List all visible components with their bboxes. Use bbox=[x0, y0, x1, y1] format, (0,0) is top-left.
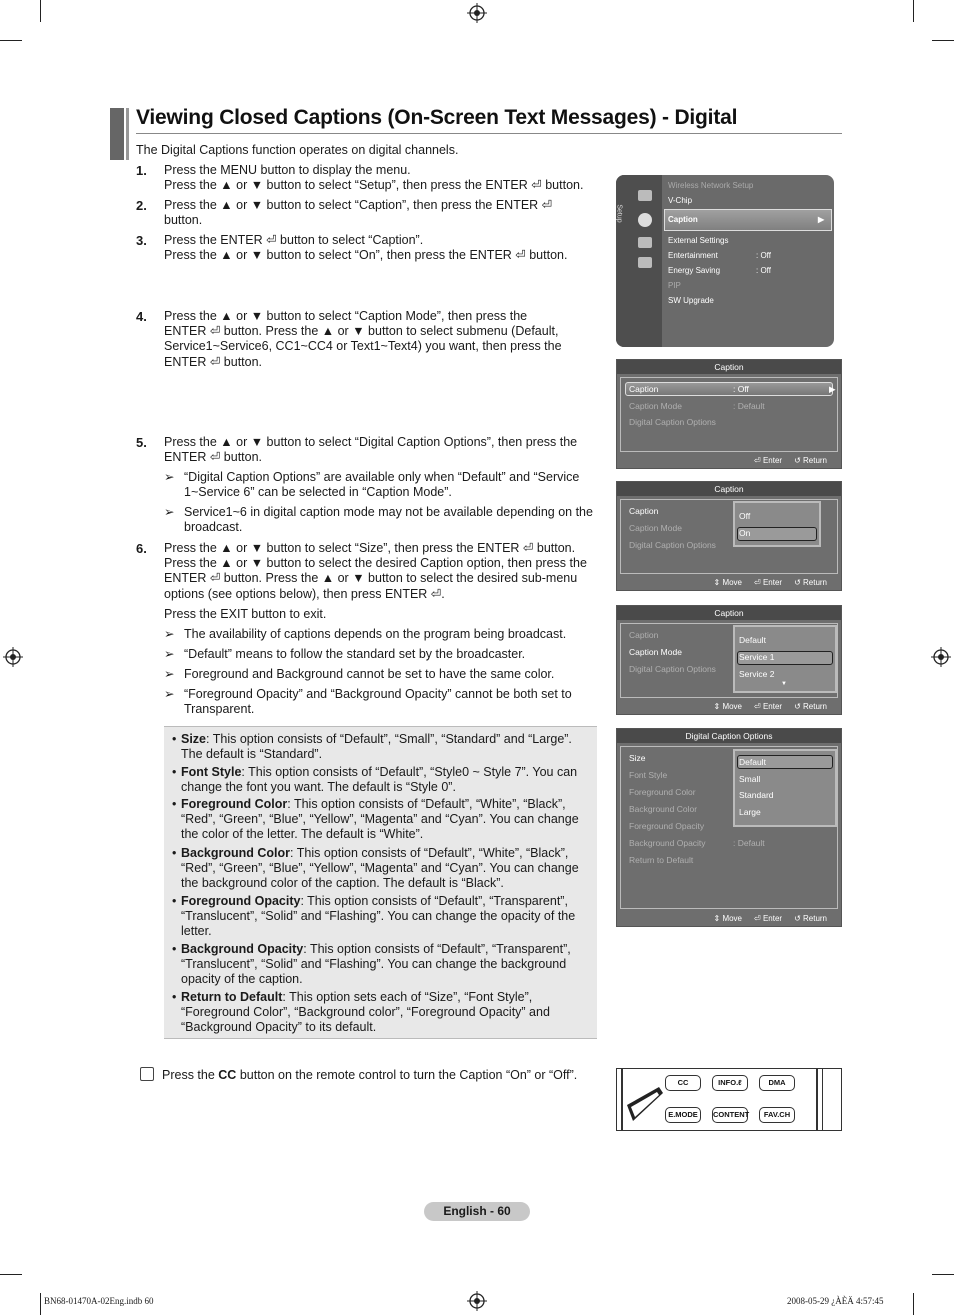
osd-header: Digital Caption Options bbox=[617, 729, 841, 743]
note-text: Foreground and Background cannot be set to have the same color. bbox=[184, 667, 555, 681]
title-accent-bar bbox=[110, 108, 124, 160]
scroll-down-icon[interactable]: ▼ bbox=[781, 681, 787, 687]
note-arrow-icon: ➢ bbox=[164, 647, 175, 661]
popup-option[interactable]: Standard bbox=[739, 790, 774, 800]
step-number: 2. bbox=[136, 198, 147, 213]
note-text: “Foreground Opacity” and “Background Opacity” cannot be both set to Transparent. bbox=[184, 687, 572, 717]
option-text: : This option sets each of “Size”, “Font Style”, “Foreground Color”, “Background color”, “Foreground Opacity” and “Background Opacity” to its default. bbox=[181, 990, 550, 1035]
osd-item[interactable]: Caption bbox=[629, 506, 659, 516]
note-arrow-icon: ➢ bbox=[164, 667, 175, 681]
osd-footer: ⇕ Move ⏎ Enter ↺ Return bbox=[713, 578, 827, 587]
setup-item[interactable]: Energy Saving : Off bbox=[668, 266, 771, 275]
dma-button[interactable]: DMA bbox=[759, 1075, 795, 1091]
setup-side-label: Setup bbox=[616, 204, 623, 223]
osd-popup bbox=[733, 501, 821, 547]
note-text: The availability of captions depends on the program being broadcast. bbox=[184, 627, 567, 641]
popup-option[interactable]: Default bbox=[739, 757, 766, 767]
input-icon bbox=[638, 237, 652, 248]
osd-item[interactable]: Caption Mode : Default bbox=[629, 401, 765, 411]
step-line: button. bbox=[164, 213, 203, 228]
popup-option[interactable]: On bbox=[739, 528, 751, 538]
option-name: Background Color bbox=[181, 846, 291, 860]
step-line: ENTER ⏎ button. bbox=[164, 354, 263, 369]
remote-tip: Press the CC button on the remote control to turn the Caption “On” or “Off”. bbox=[140, 1067, 577, 1082]
osd-header: Caption bbox=[617, 606, 841, 620]
step-line: ENTER ⏎ button. Press the ▲ or ▼ button to select the desired sub-menu bbox=[164, 571, 578, 586]
note-arrow-icon: ➢ bbox=[164, 470, 175, 484]
caption-osd-1 bbox=[616, 359, 842, 469]
crop-mark bbox=[0, 1274, 22, 1275]
osd-footer: ⏎ Enter ↺ Return bbox=[754, 456, 827, 465]
options-box: • Size: This option consists of “Default”, “Small”, “Standard” and “Large”. The default is “Standard”. • Font Style: This option consists of “Default”, “Style0 ~ Style 7”. You can change the font you want. The default is “Style 0”. • Foreground Color: This option consists of “Default”, “White”, “Black”, “Red”, “Green”, “Blue”, “Yellow”, “Magenta” and “Cyan”. You can change the color of the letter. The default is “White”. • Background Color: This option consists of “Default”, “White”, “Black”, “Red”, “Green”, “Blue”, “Yellow”, “Magenta” and “Cyan”. You can change the background color of the caption. The default is “Black”. • Foreground Opacity: This option consists of “Default”, “Transparent”, “Translucent”, “Solid” and “Flashing”. You can change the opacity of the letter. • Background Opacity: This option consists of “Default”, “Transparent”, “Translucent”, “Solid” and “Flashing”. You can change the background opacity of the caption. • Return to Default: This option sets each of “Size”, “Font Style”, “Foreground Color”, “Background color”, “Foreground Opacity” and “Background Opacity” to its default. bbox=[164, 726, 597, 1039]
osd-header: Caption bbox=[617, 360, 841, 374]
step-number: 5. bbox=[136, 435, 147, 450]
osd-item[interactable]: Caption bbox=[629, 630, 659, 640]
page-title: Viewing Closed Captions (On-Screen Text Messages) - Digital bbox=[136, 106, 738, 129]
osd-item[interactable]: Foreground Color bbox=[629, 787, 696, 797]
osd-item[interactable]: Digital Caption Options bbox=[629, 540, 716, 550]
title-accent-bar bbox=[126, 108, 129, 160]
option-name: Foreground Opacity bbox=[181, 894, 301, 908]
intro-text: The Digital Captions function operates on digital channels. bbox=[136, 143, 459, 157]
option-text: : This option consists of “Default”, “Small”, “Standard” and “Large”. The default is “Standard”. bbox=[181, 732, 572, 762]
option-name: Font Style bbox=[181, 765, 242, 779]
title-divider bbox=[136, 133, 842, 134]
setup-item-caption[interactable]: Caption ▶ bbox=[668, 215, 825, 224]
step-number: 4. bbox=[136, 309, 147, 324]
option-text: : This option consists of “Default”, “White”, “Black”, “Red”, “Green”, “Blue”, “Yellow”, “Magenta” and “Cyan”. You can change the background color of the caption. The default is “Black”. bbox=[181, 846, 579, 891]
note-arrow-icon: ➢ bbox=[164, 505, 175, 519]
step-line: Press the ▲ or ▼ button to select “Setup”, then press the ENTER ⏎ button. bbox=[164, 178, 584, 193]
option-text: : This option consists of “Default”, “Style0 ~ Style 7”. You can change the font you want. The default is “Style 0”. bbox=[181, 765, 578, 795]
osd-item[interactable]: Caption Mode bbox=[629, 647, 682, 657]
page-number: English - 60 bbox=[424, 1202, 530, 1221]
option-name: Return to Default bbox=[181, 990, 283, 1004]
osd-item[interactable]: Size bbox=[629, 753, 646, 763]
popup-option[interactable]: Small bbox=[739, 774, 761, 784]
option-text: : This option consists of “Default”, “White”, “Black”, “Red”, “Green”, “Blue”, “Yellow”, “Magenta” and “Cyan”. You can change the color of the letter. The default is “White”. bbox=[181, 797, 579, 842]
option-name: Foreground Color bbox=[181, 797, 288, 811]
popup-option[interactable]: Service 1 bbox=[739, 652, 775, 662]
digital-caption-osd bbox=[616, 728, 842, 927]
step-line: Press the ▲ or ▼ button to select “Caption”, then press the ENTER ⏎ bbox=[164, 198, 553, 212]
registration-mark-icon bbox=[467, 1291, 487, 1311]
note-text: Service1~6 in digital caption mode may not be available depending on the broadcast. bbox=[184, 505, 593, 535]
step-number: 6. bbox=[136, 541, 147, 556]
crop-mark bbox=[913, 0, 914, 22]
setup-menu-osd bbox=[616, 175, 834, 347]
option-name: Background Opacity bbox=[181, 942, 304, 956]
crop-mark bbox=[40, 0, 41, 22]
slug-right: 2008-05-29 ¿ÀÈÄ 4:57:45 bbox=[787, 1296, 884, 1306]
osd-item[interactable]: Digital Caption Options bbox=[629, 664, 716, 674]
step-line: Service1~Service6, CC1~CC4 or Text1~Text4) you want, then press the bbox=[164, 339, 562, 354]
crop-mark bbox=[40, 1293, 41, 1315]
popup-option[interactable]: Off bbox=[739, 511, 751, 521]
popup-option[interactable]: Service 2 bbox=[739, 669, 775, 679]
step-line: Press the MENU button to display the menu. bbox=[164, 163, 411, 177]
osd-item[interactable]: Digital Caption Options bbox=[629, 417, 716, 427]
step-number: 1. bbox=[136, 163, 147, 178]
emode-button[interactable]: E.MODE bbox=[665, 1107, 701, 1123]
step-line: ENTER ⏎ button. Press the ▲ or ▼ button to select submenu (Default, bbox=[164, 324, 559, 339]
step-line: Press the ▲ or ▼ button to select “Size”, then press the ENTER ⏎ button. bbox=[164, 541, 576, 555]
content-button[interactable]: CONTENT bbox=[712, 1107, 748, 1123]
crop-mark bbox=[932, 40, 954, 41]
setup-item[interactable]: External Settings bbox=[668, 236, 729, 245]
registration-mark-icon bbox=[931, 647, 951, 667]
osd-item[interactable]: Background Opacity : Default bbox=[629, 838, 765, 848]
picture-icon bbox=[638, 190, 652, 201]
crop-mark bbox=[0, 40, 22, 41]
osd-item[interactable]: Return to Default bbox=[629, 855, 694, 865]
note-icon bbox=[140, 1067, 154, 1081]
registration-mark-icon bbox=[3, 647, 23, 667]
osd-popup bbox=[733, 749, 837, 827]
osd-header: Caption bbox=[617, 482, 841, 496]
osd-item-caption[interactable]: Caption : Off ▶ bbox=[629, 384, 836, 394]
note-arrow-icon: ➢ bbox=[164, 627, 175, 641]
setup-item[interactable]: PIP bbox=[668, 281, 681, 290]
osd-item[interactable]: Foreground Opacity bbox=[629, 821, 705, 831]
osd-item[interactable]: Font Style bbox=[629, 770, 668, 780]
osd-popup bbox=[733, 625, 837, 693]
note-text: “Default” means to follow the standard set by the broadcaster. bbox=[184, 647, 526, 661]
remote-edge bbox=[621, 1069, 623, 1130]
slug-left: BN68-01470A-02Eng.indb 60 bbox=[44, 1296, 154, 1306]
crop-mark bbox=[932, 1274, 954, 1275]
step-number: 3. bbox=[136, 233, 147, 248]
pointing-hand-icon bbox=[625, 1083, 665, 1123]
caption-osd-2 bbox=[616, 481, 842, 591]
favch-button[interactable]: FAV.CH bbox=[759, 1107, 795, 1123]
gear-icon bbox=[638, 213, 652, 227]
osd-item[interactable]: Background Color bbox=[629, 804, 698, 814]
osd-item[interactable]: Caption Mode bbox=[629, 523, 682, 533]
remote-edge bbox=[816, 1069, 818, 1130]
popup-option[interactable]: Default bbox=[739, 635, 766, 645]
setup-item[interactable]: Wireless Network Setup bbox=[668, 181, 754, 190]
crop-mark bbox=[913, 1293, 914, 1315]
option-text: : This option consists of “Default”, “Transparent”, “Translucent”, “Solid” and “Flashing”. You can change the opacity of the letter. bbox=[181, 894, 576, 939]
registration-mark-icon bbox=[467, 3, 487, 23]
caption-osd-3 bbox=[616, 605, 842, 715]
popup-option[interactable]: Large bbox=[739, 807, 761, 817]
option-text: : This option consists of “Default”, “Transparent”, “Translucent”, “Solid” and “Flashing”. You can change the background opacity of the caption. bbox=[181, 942, 571, 987]
setup-item[interactable]: Entertainment : Off bbox=[668, 251, 771, 260]
exit-text: Press the EXIT button to exit. bbox=[164, 607, 327, 621]
osd-footer: ⇕ Move ⏎ Enter ↺ Return bbox=[713, 914, 827, 923]
step-line: Press the ▲ or ▼ button to select “On”, then press the ENTER ⏎ button. bbox=[164, 248, 568, 263]
setup-item[interactable]: SW Upgrade bbox=[668, 296, 714, 305]
info-button[interactable]: INFO.ℓ bbox=[712, 1075, 748, 1091]
step-line: options (see options below), then press ENTER ⏎. bbox=[164, 586, 445, 601]
step-line: Press the ▲ or ▼ button to select “Caption Mode”, then press the bbox=[164, 309, 528, 323]
application-icon bbox=[638, 257, 652, 268]
note-arrow-icon: ➢ bbox=[164, 687, 175, 701]
step-line: Press the ENTER ⏎ button to select “Caption”. bbox=[164, 233, 424, 247]
osd-footer: ⇕ Move ⏎ Enter ↺ Return bbox=[713, 702, 827, 711]
remote-illustration bbox=[616, 1068, 842, 1131]
step-line: ENTER ⏎ button. bbox=[164, 450, 263, 465]
setup-item[interactable]: V-Chip bbox=[668, 196, 693, 205]
step-line: Press the ▲ or ▼ button to select “Digital Caption Options”, then press the bbox=[164, 435, 578, 449]
note-text: “Digital Caption Options” are available only when “Default” and “Service 1~Service 6” can be selected in “Caption Mode”. bbox=[184, 470, 580, 500]
remote-edge bbox=[822, 1069, 823, 1130]
cc-button[interactable]: CC bbox=[665, 1075, 701, 1091]
option-name: Size bbox=[181, 732, 207, 746]
step-line: Press the ▲ or ▼ button to select the desired Caption option, then press the bbox=[164, 556, 587, 571]
